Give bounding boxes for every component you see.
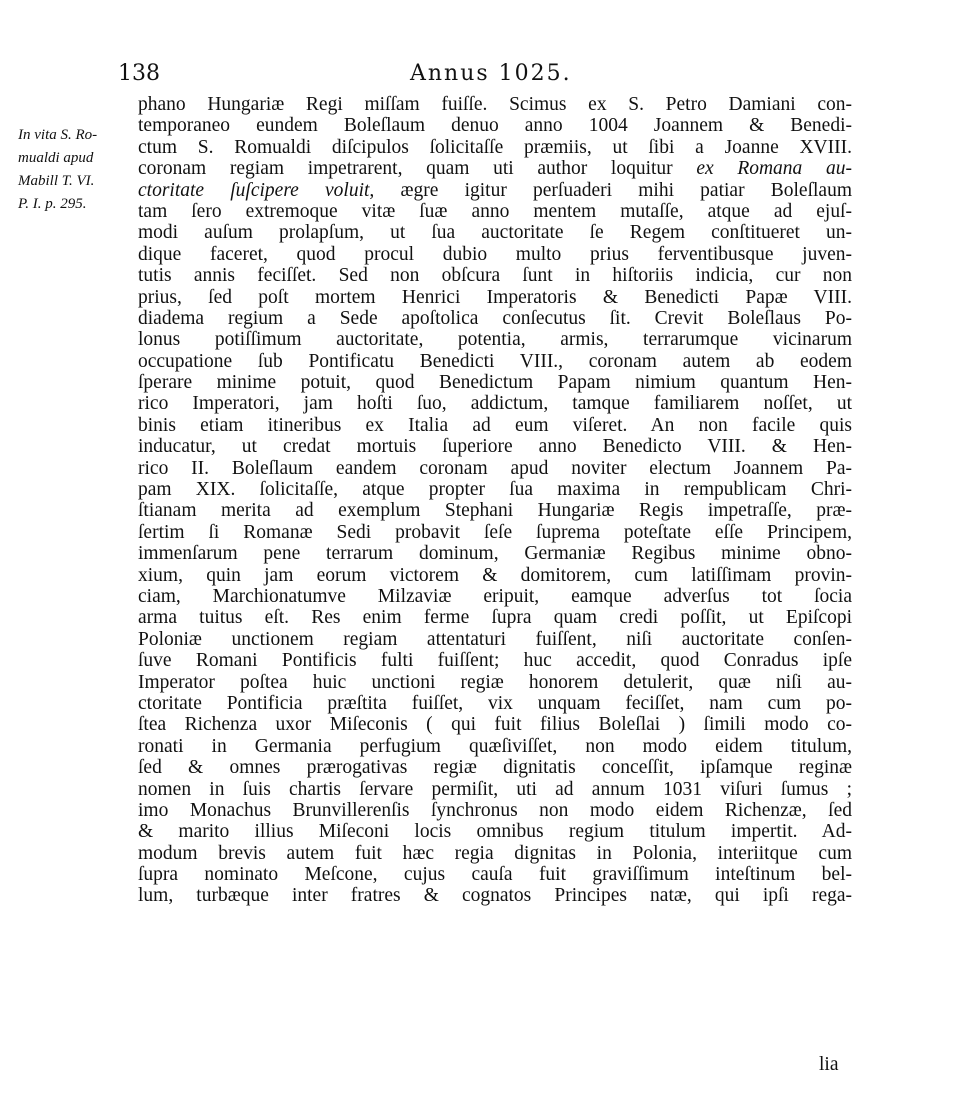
line-text: Imperator poſtea huic unctioni regiæ honorem detulerit, quæ niſi au- — [138, 671, 852, 693]
text-line — [138, 629, 852, 650]
line-text: binis etiam itineribus ex Italia ad eum viſeret. An non facile quis — [138, 414, 852, 436]
line-text: prius, ſed poſt mortem Henrici Imperatoris & Benedicti Papæ VIII. — [138, 286, 852, 308]
text-line — [138, 458, 852, 479]
text-line — [138, 650, 852, 671]
text-line — [138, 821, 852, 842]
text-line — [138, 415, 852, 436]
text-line — [138, 115, 852, 136]
italic-quote: ctoritate ſuſcipere voluit, — [138, 179, 375, 201]
line-text: ſertim ſi Romanæ Sedi probavit ſeſe ſuprema poteſtate eſſe Principem, — [138, 521, 852, 543]
marginal-citation-line: Mabill T. VI. — [18, 173, 95, 189]
line-text: rico II. Boleſlaum eandem coronam apud noviter electum Joannem Pa- — [138, 457, 852, 479]
text-line — [138, 736, 852, 757]
line-text: ſtianam merita ad exemplum Stephani Hungariæ Regis impetraſſe, præ- — [138, 500, 852, 522]
text-line — [138, 265, 852, 286]
line-text: Poloniæ unctionem regiam attentaturi fuiſſent, niſi auctoritate conſen- — [138, 628, 852, 650]
line-text: dique faceret, quod procul dubio multo prius ferventibusque juven- — [138, 243, 852, 265]
running-head: Annus 1025. — [410, 61, 572, 86]
text-line — [138, 500, 852, 521]
text-line — [138, 885, 852, 906]
line-text: phano Hungariæ Regi miſſam fuiſſe. Scimus ex S. Petro Damiani con- — [138, 94, 852, 115]
text-line — [138, 308, 852, 329]
marginal-citation-line: P. I. p. 295. — [18, 196, 87, 212]
marginal-citation-line: mualdi apud — [18, 150, 94, 166]
line-text: ſtea Richenza uxor Miſeconis ( qui fuit filius Boleſlai ) ſimili modo co- — [138, 714, 852, 736]
text-line — [138, 757, 852, 778]
line-text: ſupra nominato Meſcone, cujus cauſa fuit graviſſimum inteſtinum bel- — [138, 864, 852, 886]
line-text: nomen in ſuis chartis ſervare permiſit, uti ad annum 1031 viſuri ſumus ; — [138, 778, 852, 800]
line-text: temporaneo eundem Boleſlaum denuo anno 1004 Joannem & Benedi- — [138, 115, 852, 137]
text-line — [138, 543, 852, 564]
text-line — [138, 672, 852, 693]
line-text: ronati in Germania perfugium quæſiviſſet, non modo eidem titulum, — [138, 735, 852, 757]
text-line — [138, 522, 852, 543]
text-line — [138, 222, 852, 243]
text-line — [138, 586, 852, 607]
line-text: ægre igitur perſuaderi mihi patiar Boleſlaum — [374, 179, 852, 201]
line-text: xium, quin jam eorum victorem & domitorem, cum latiſſimam provin- — [138, 564, 852, 586]
text-line — [138, 714, 852, 735]
text-line — [138, 372, 852, 393]
line-text: modi auſum prolapſum, ut ſua auctoritate ſe Regem conſtitueret un- — [138, 222, 852, 244]
line-text: lum, turbæque inter fratres & cognatos Principes natæ, qui ipſi rega- — [138, 885, 852, 907]
text-line — [138, 180, 852, 201]
line-text: ciam, Marchionatumve Milzaviæ eripuit, eamque adverſus tot ſocia — [138, 585, 852, 607]
line-text: lonus potiſſimum auctoritate, potentia, armis, terrarumque vicinarum — [138, 329, 852, 351]
page-number: 138 — [118, 61, 160, 86]
line-text: inducatur, ut credat mortuis ſuperiore anno Benedicto VIII. & Hen- — [138, 436, 852, 458]
line-text: diadema regium a Sede apoſtolica conſecutus ſit. Crevit Boleſlaus Po- — [138, 307, 852, 329]
text-line — [138, 94, 852, 115]
line-text: arma tuitus eſt. Res enim ferme ſupra quam credi poſſit, ut Epiſcopi — [138, 607, 852, 629]
line-text: & marito illius Miſeconi locis omnibus regium titulum impertit. Ad- — [138, 821, 852, 843]
line-text: imo Monachus Brunvillerenſis ſynchronus non modo eidem Richenzæ, ſed — [138, 799, 852, 821]
line-text: ſed & omnes prærogativas regiæ dignitatis conceſſit, ipſamque reginæ — [138, 757, 852, 779]
line-text: pam XIX. ſolicitaſſe, atque propter ſua maxima in rempublicam Chri- — [138, 479, 852, 501]
line-text: rico Imperatori, jam hoſti ſuo, addictum, tamque familiarem noſſet, ut — [138, 393, 852, 415]
line-text: tam ſero extremoque vitæ ſuæ anno mentem mutaſſe, atque ad ejuſ- — [138, 200, 852, 222]
marginal-citation — [18, 124, 138, 216]
text-line — [138, 329, 852, 350]
italic-quote: ex Romana au- — [696, 158, 852, 180]
text-line — [138, 201, 852, 222]
text-line — [138, 565, 852, 586]
text-line — [138, 393, 852, 414]
line-text: modum brevis autem fuit hæc regia dignitas in Polonia, interiitque cum — [138, 842, 852, 864]
text-line — [138, 479, 852, 500]
line-text: ctoritate Pontificia præſtita fuiſſet, vix unquam feciſſet, nam cum po- — [138, 692, 852, 714]
text-line — [138, 351, 852, 372]
text-line — [138, 137, 852, 158]
line-text: ctum S. Romualdi diſcipulos ſolicitaſſe præmiis, ut ſibi a Joanne XVIII. — [138, 136, 852, 158]
line-text: coronam regiam impetrarent, quam uti author loquitur — [138, 158, 697, 180]
text-line — [138, 800, 852, 821]
line-text: ſuve Romani Pontificis fulti fuiſſent; huc accedit, quod Conradus ipſe — [138, 650, 852, 672]
text-line — [138, 436, 852, 457]
text-line — [138, 244, 852, 265]
catchword: lia — [819, 1054, 839, 1075]
marginal-citation-line: In vita S. Ro- — [18, 127, 98, 143]
line-text: immenſarum pene terrarum dominum, Germaniæ Regibus minime obno- — [138, 543, 852, 565]
text-line — [138, 864, 852, 885]
text-line — [138, 779, 852, 800]
line-text: occupatione ſub Pontificatu Benedicti VIII., coronam autem ab eodem — [138, 350, 852, 372]
line-text: tutis annis feciſſet. Sed non obſcura ſunt in hiſtoriis indicia, cur non — [138, 265, 852, 287]
text-line — [138, 843, 852, 864]
line-text: ſperare minime potuit, quod Benedictum Papam nimium quantum Hen- — [138, 372, 852, 394]
text-line — [138, 287, 852, 308]
text-line — [138, 607, 852, 628]
text-line — [138, 158, 852, 179]
text-line — [138, 693, 852, 714]
body-text — [138, 94, 852, 907]
